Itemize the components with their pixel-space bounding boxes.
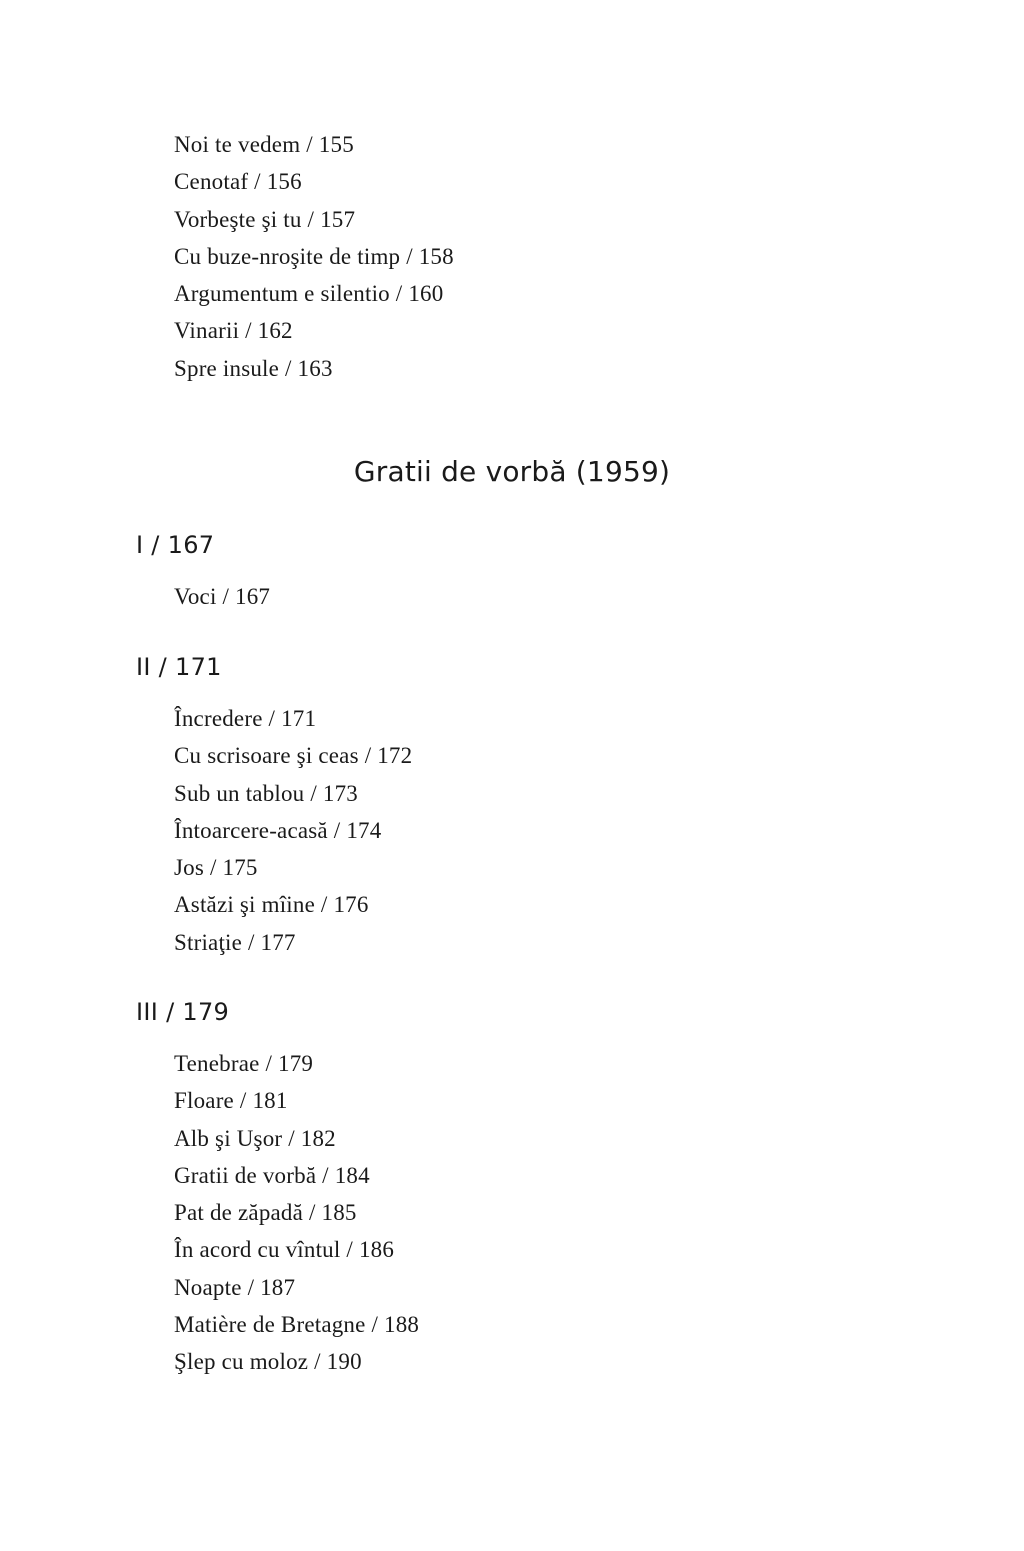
part-heading-i: I / 167 (136, 531, 215, 559)
toc-entry: Spre insule / 163 (174, 355, 333, 381)
toc-entry: Sub un tablou / 173 (174, 780, 358, 806)
toc-entry: Voci / 167 (174, 584, 271, 609)
part-i-entry-list (174, 578, 270, 615)
toc-entry: În acord cu vîntul / 186 (174, 1237, 395, 1263)
toc-entry: Vorbeşte şi tu / 157 (174, 206, 356, 232)
toc-entry: Cenotaf / 156 (174, 169, 302, 195)
toc-entry: Floare / 181 (174, 1088, 288, 1114)
toc-entry: Noapte / 187 (174, 1274, 296, 1300)
toc-entry: Încredere / 171 (174, 706, 317, 731)
section-title: Gratii de vorbă (1959) (353, 455, 671, 488)
toc-entry: Vinarii / 162 (174, 318, 293, 344)
toc-entry: Striaţie / 177 (174, 929, 296, 955)
part-heading-iii: III / 179 (136, 998, 230, 1026)
toc-entry: Matière de Bretagne / 188 (174, 1312, 420, 1338)
part-heading-ii: II / 171 (136, 653, 222, 681)
intro-entry-list (174, 126, 454, 387)
toc-entry: Şlep cu moloz / 190 (174, 1349, 362, 1375)
toc-entry: Noi te vedem / 155 (174, 132, 354, 157)
toc-entry: Astăzi şi mîine / 176 (174, 892, 369, 918)
toc-entry: Cu buze-nroşite de timp / 158 (174, 243, 454, 269)
part-iii-entry-list (174, 1045, 419, 1381)
toc-entry: Gratii de vorbă / 184 (174, 1162, 370, 1188)
part-ii-entry-list (174, 700, 412, 961)
toc-entry: Argumentum e silentio / 160 (174, 281, 444, 307)
toc-entry: Pat de zăpadă / 185 (174, 1200, 357, 1226)
toc-entry: Alb şi Uşor / 182 (174, 1125, 336, 1151)
toc-entry: Întoarcere-acasă / 174 (174, 817, 382, 843)
toc-entry: Jos / 175 (174, 855, 258, 881)
toc-entry: Tenebrae / 179 (174, 1051, 314, 1076)
toc-entry: Cu scrisoare şi ceas / 172 (174, 743, 413, 769)
